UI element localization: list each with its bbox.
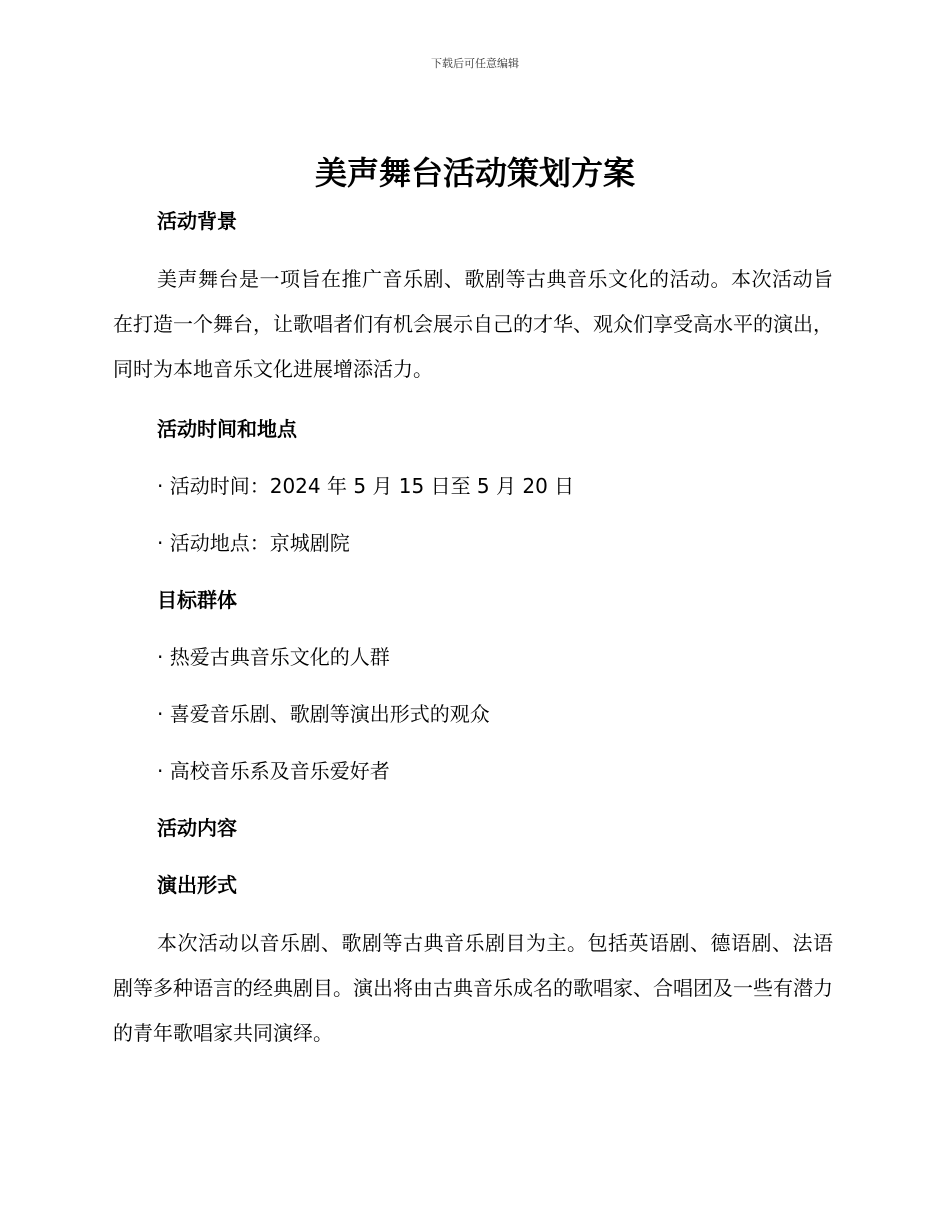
section-heading-time-place: 活动时间和地点 (157, 417, 297, 441)
header-note: 下载后可任意编辑 (431, 57, 519, 70)
document-body (113, 200, 833, 1056)
section-heading-content: 活动内容 (157, 816, 237, 840)
paragraph-performance: 本次活动以音乐剧、歌剧等古典音乐剧目为主。包括英语剧、德语剧、法语剧等多种语言的经典剧目。演出将由古典音乐成名的歌唱家、合唱团及一些有潜力的青年歌唱家共同演绎。 (113, 931, 833, 1045)
list-item-place: · 活动地点：京城剧院 (157, 531, 350, 555)
list-item-time: · 活动时间：2024 年 5 月 15 日至 5 月 20 日 (157, 474, 575, 498)
paragraph-background: 美声舞台是一项旨在推广音乐剧、歌剧等古典音乐文化的活动。本次活动旨在打造一个舞台，让歌唱者们有机会展示自己的才华、观众们享受高水平的演出，同时为本地音乐文化进展增添活力。 (113, 267, 833, 381)
list-item-audience-3: · 高校音乐系及音乐爱好者 (157, 759, 390, 783)
section-heading-background: 活动背景 (157, 209, 237, 233)
list-item-audience-1: · 热爱古典音乐文化的人群 (157, 645, 390, 669)
list-item-audience-2: · 喜爱音乐剧、歌剧等演出形式的观众 (157, 702, 490, 726)
section-heading-performance: 演出形式 (157, 873, 237, 897)
document-title: 美声舞台活动策划方案 (314, 154, 635, 192)
section-heading-audience: 目标群体 (157, 588, 237, 612)
